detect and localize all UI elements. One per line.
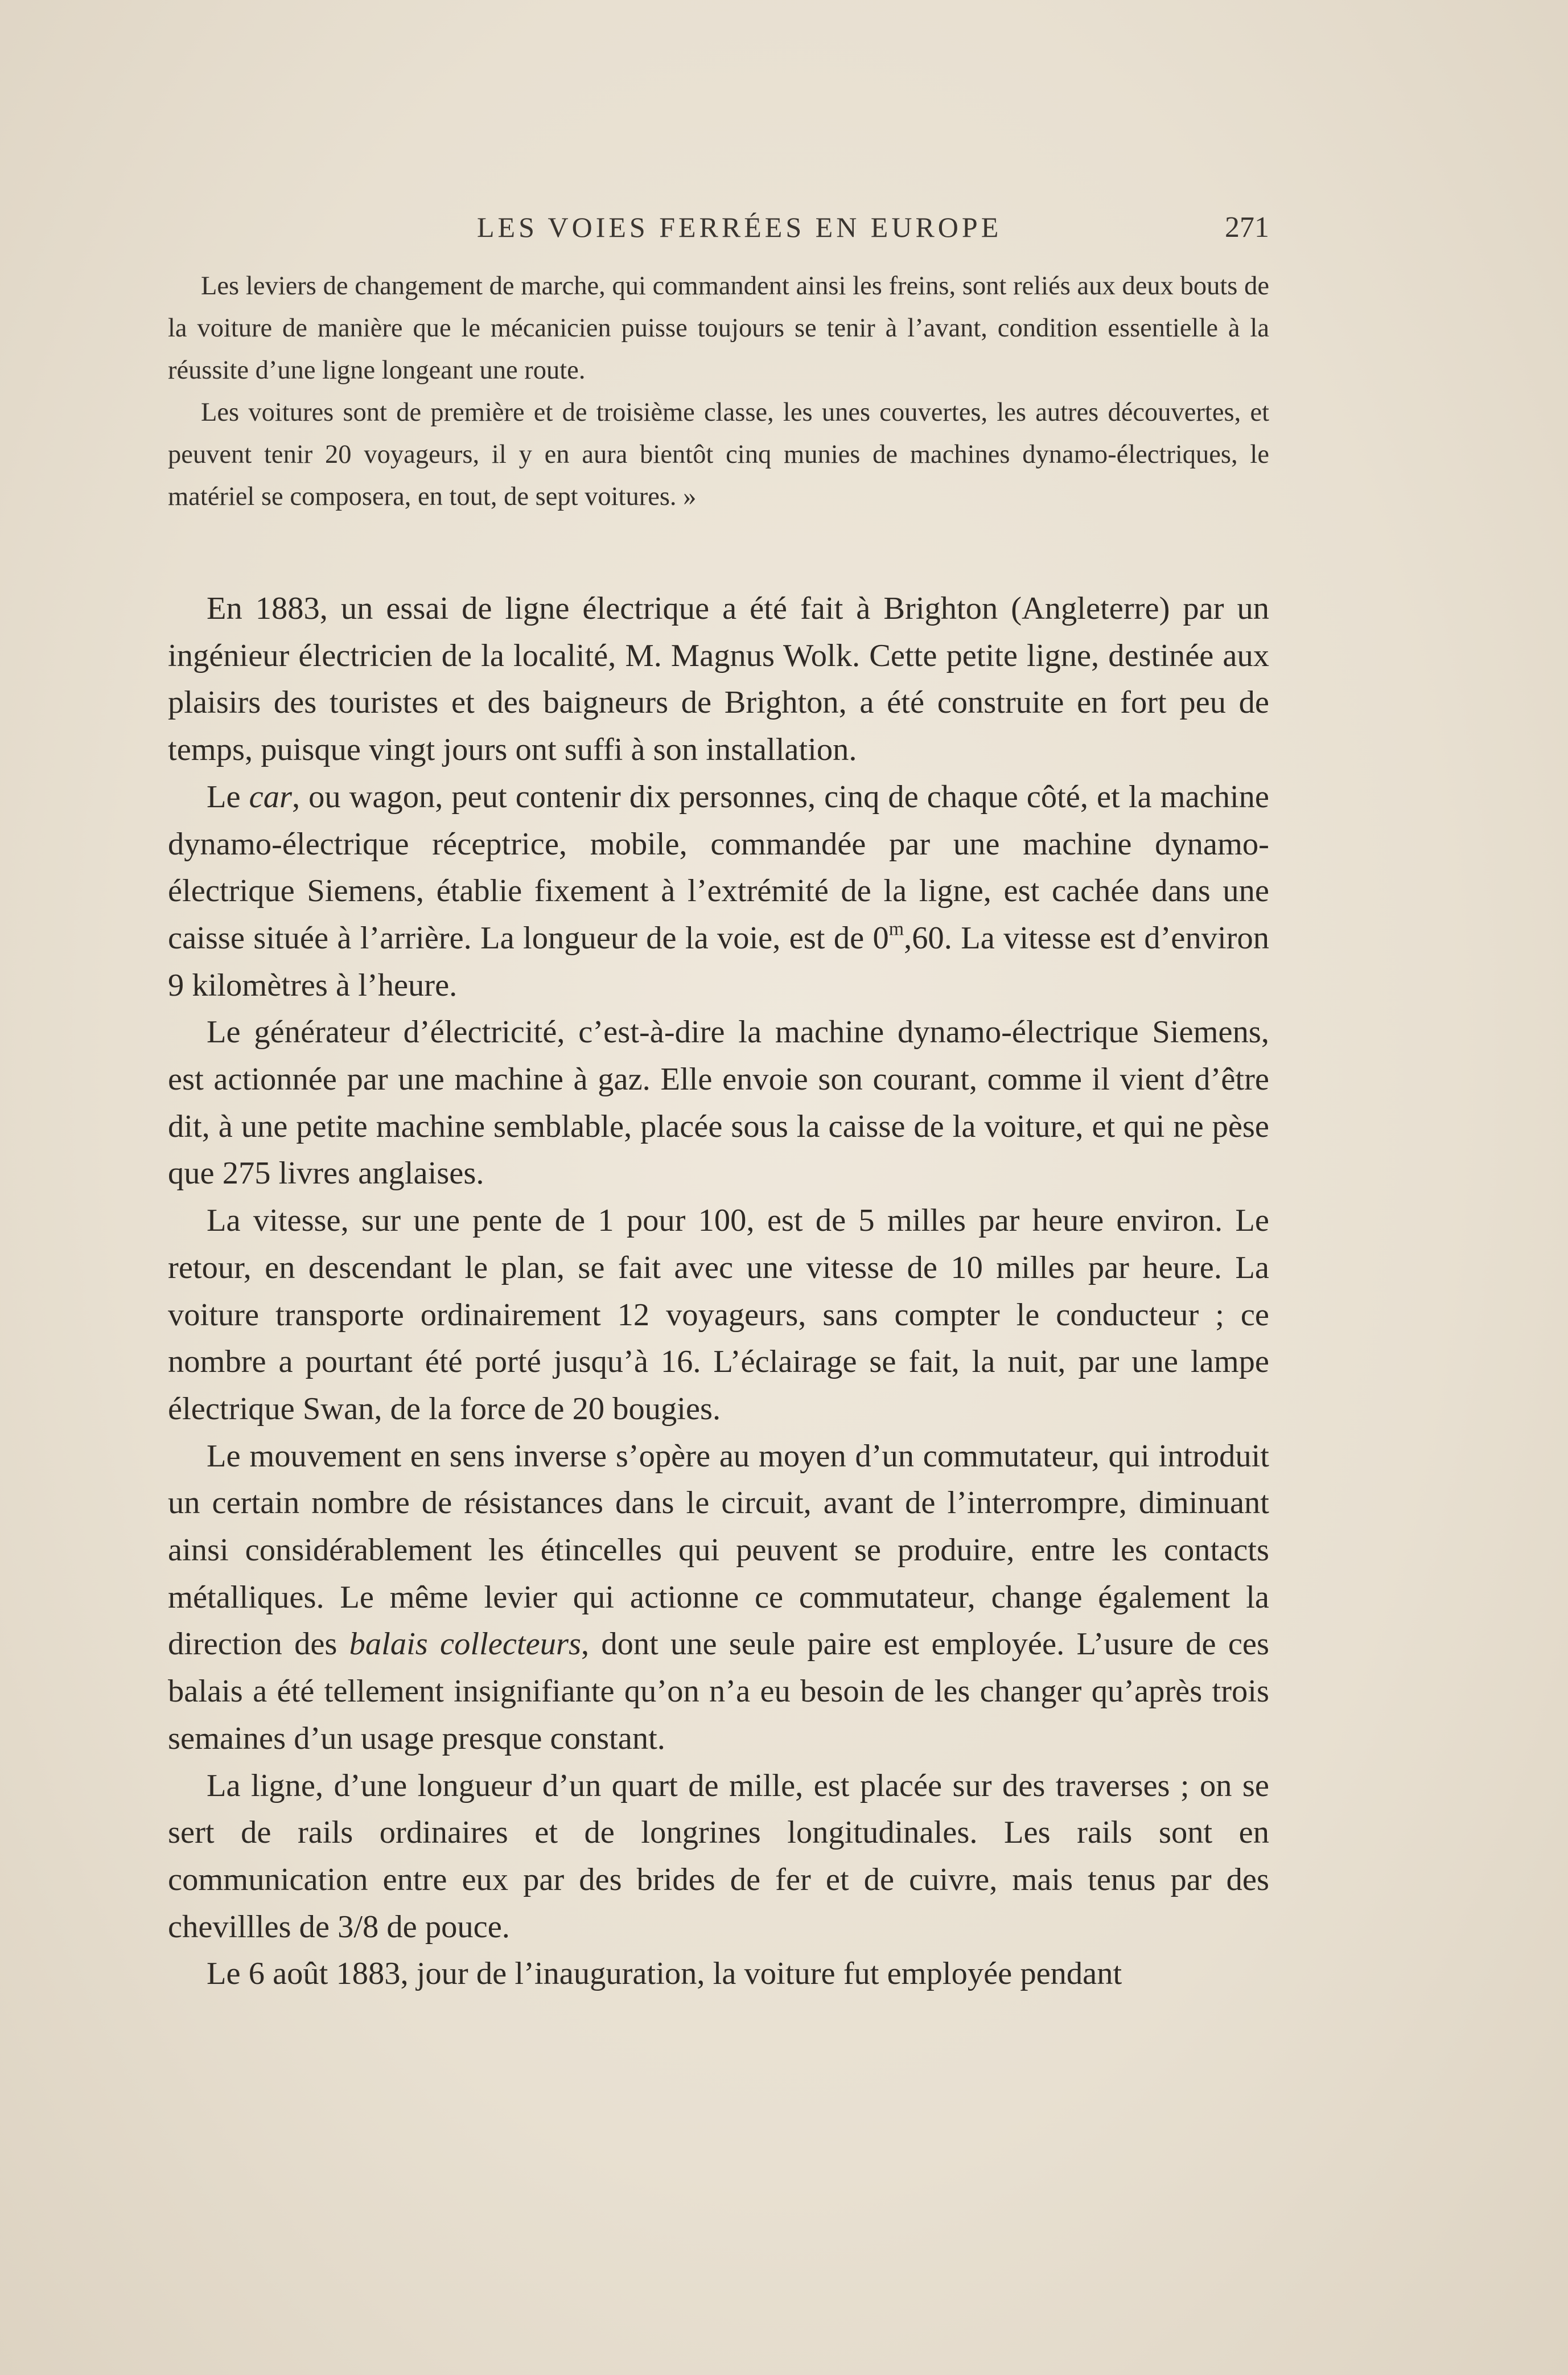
paragraph-2-part-c: ,60. La vitesse est d’environ 9 kilomètres à l’heure.: [168, 920, 1269, 1003]
paragraph-4: La vitesse, sur une pente de 1 pour 100, est de 5 milles par heure environ. Le retour, en descendant le plan, se fait avec une vitesse de 10 milles par heure. La voiture transporte ordinairement 12 voyageurs, sans compter le conducteur ; ce nombre a pourtant été porté jusqu’à 16. L’éclairage se fait, la nuit, par une lampe électrique Swan, de la force de 20 bougies.: [168, 1203, 1269, 1427]
paragraph-3: Le générateur d’électricité, c’est-à-dire la machine dynamo-électrique Siemens, est actionnée par une machine à gaz. Elle envoie son courant, comme il vient d’être dit, à une petite machine semblable, placée sous la caisse de la voiture, et qui ne pèse que 275 livres anglaises.: [168, 1014, 1269, 1191]
paragraph-1: En 1883, un essai de ligne électrique a été fait à Brighton (Angleterre) par un ingénieur électricien de la localité, M. Magnus Wolk. Cette petite ligne, destinée aux plaisirs des touristes et des baigneurs de Brighton, a été construite en fort peu de temps, puisque vingt jours ont suffi à son installation.: [168, 591, 1269, 768]
paragraph-6: La ligne, d’une longueur d’un quart de mille, est placée sur des traverses ; on se sert de rails ordinaires et de longrines longitudinales. Les rails sont en communication entre eux par des brides de fer et de cuivre, mais tenus par des chevillles de 3/8 de pouce.: [168, 1768, 1269, 1945]
quote-paragraph-1: Les leviers de changement de marche, qui commandent ainsi les freins, sont reliés aux deux bouts de la voiture de manière que le mécanicien puisse toujours se tenir à l’avant, condition essentielle à la réussite d’une ligne longeant une route.: [168, 272, 1269, 385]
paragraph-5-italic: balais collecteurs: [349, 1626, 581, 1662]
paragraph-2-superscript: m: [888, 918, 904, 940]
quoted-passage: [168, 265, 1269, 518]
paragraph-2: [168, 774, 1269, 1009]
page-header: [168, 211, 1269, 250]
page-number: 271: [1225, 211, 1269, 244]
running-title: LES VOIES FERRÉES EN EUROPE: [477, 211, 1002, 243]
paragraph-2-part-b: , ou wagon, peut contenir dix personnes, cinq de chaque côté, et la machine dynamo-électrique réceptrice, mobile, commandée par une machine dynamo-électrique Siemens, établie fixement à l’extrémité de la ligne, est cachée dans une caisse située à l’arrière. La longueur de la voie, est de 0: [168, 779, 1270, 956]
paragraph-5-part-a: Le mouvement en sens inverse s’opère au moyen d’un commutateur, qui introduit un certain nombre de résistances dans le circuit, avant de l’interrompre, diminuant ainsi considérablement les étincelles qui peuvent se produire, entre les contacts métalliques. Le même levier qui actionne ce commutateur, change également la direction des: [168, 1438, 1269, 1662]
paragraph-7: Le 6 août 1883, jour de l’inauguration, la voiture fut employée pendant: [207, 1956, 1122, 1992]
paragraph-2-italic-car: car: [249, 779, 292, 815]
paragraph-2-part-a: Le: [207, 779, 249, 815]
paragraph-5-part-b: , dont une seule paire est employée. L’usure de ces balais a été tellement insignifiante qu’on n’a eu besoin de les changer qu’après trois semaines d’un usage presque constant.: [168, 1626, 1269, 1756]
main-text: [168, 585, 1269, 1998]
quote-paragraph-2: Les voitures sont de première et de troisième classe, les unes couvertes, les autres découvertes, et peuvent tenir 20 voyageurs, il y en aura bientôt cinq munies de machines dynamo-électriques, le matériel se composera, en tout, de sept voitures. »: [168, 398, 1269, 511]
paragraph-5: [168, 1433, 1269, 1762]
